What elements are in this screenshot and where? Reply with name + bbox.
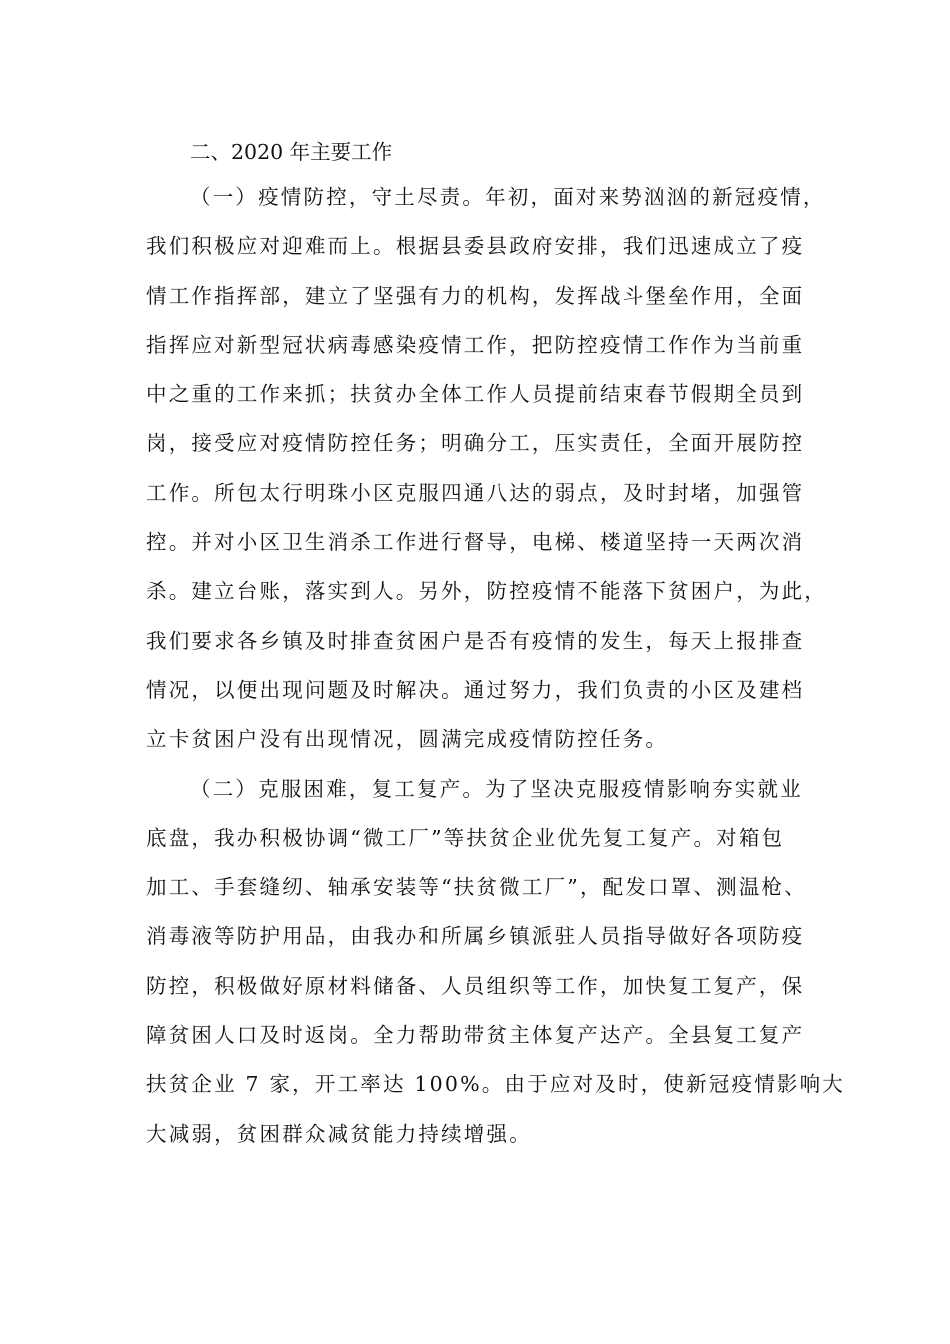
paragraph-line: 大减弱，贫困群众减贫能力持续增强。 (146, 1121, 532, 1146)
paragraph-line: 岗，接受应对疫情防控任务；明确分工，压实责任，全面开展防控 (146, 431, 805, 456)
paragraph-line: （二）克服困难，复工复产。为了坚决克服疫情影响夯实就业 (190, 776, 803, 801)
paragraph-line: 杀。建立台账，落实到人。另外，防控疫情不能落下贫困户，为此， (146, 579, 827, 604)
paragraph-epidemic-prevention (146, 173, 827, 765)
paragraph-line: 情况，以便出现问题及时解决。通过努力，我们负责的小区及建档 (146, 677, 805, 702)
paragraph-line: 情工作指挥部，建立了坚强有力的机构，发挥战斗堡垒作用，全面 (146, 283, 805, 308)
paragraph-line: 我们积极应对迎难而上。根据县委县政府安排，我们迅速成立了疫 (146, 234, 805, 259)
paragraph-line: 工作。所包太行明珠小区克服四通八达的弱点，及时封堵，加强管 (146, 480, 805, 505)
paragraph-line: 加工、手套缝纫、轴承安装等“扶贫微工厂”，配发口罩、测温枪、 (146, 875, 807, 900)
paragraph-line: 指挥应对新型冠状病毒感染疫情工作，把防控疫情工作作为当前重 (146, 332, 805, 357)
paragraph-line: 我们要求各乡镇及时排查贫困户是否有疫情的发生，每天上报排查 (146, 628, 805, 653)
paragraph-line: 控。并对小区卫生消杀工作进行督导，电梯、楼道坚持一天两次消 (146, 530, 805, 555)
paragraph-line: 底盘，我办积极协调“微工厂”等扶贫企业优先复工复产。对箱包 (146, 825, 785, 850)
document-body (146, 131, 845, 1159)
paragraph-line: 障贫困人口及时返岗。全力帮助带贫主体复产达产。全县复工复产 (146, 1023, 805, 1048)
paragraph-line: 防控，积极做好原材料储备、人员组织等工作，加快复工复产，保 (146, 973, 805, 998)
paragraph-line: 消毒液等防护用品，由我办和所属乡镇派驻人员指导做好各项防疫 (146, 924, 805, 949)
paragraph-line: 扶贫企业 7 家，开工率达 100%。由于应对及时，使新冠疫情影响大 (146, 1072, 845, 1097)
paragraph-line: 立卡贫困户没有出现情况，圆满完成疫情防控任务。 (146, 727, 669, 752)
paragraph-line: 中之重的工作来抓；扶贫办全体工作人员提前结束春节假期全员到 (146, 382, 805, 407)
section-heading: 二、2020 年主要工作 (190, 140, 393, 164)
paragraph-resume-production (146, 765, 845, 1159)
paragraph-line: （一）疫情防控，守土尽责。年初，面对来势汹汹的新冠疫情， (190, 185, 826, 209)
